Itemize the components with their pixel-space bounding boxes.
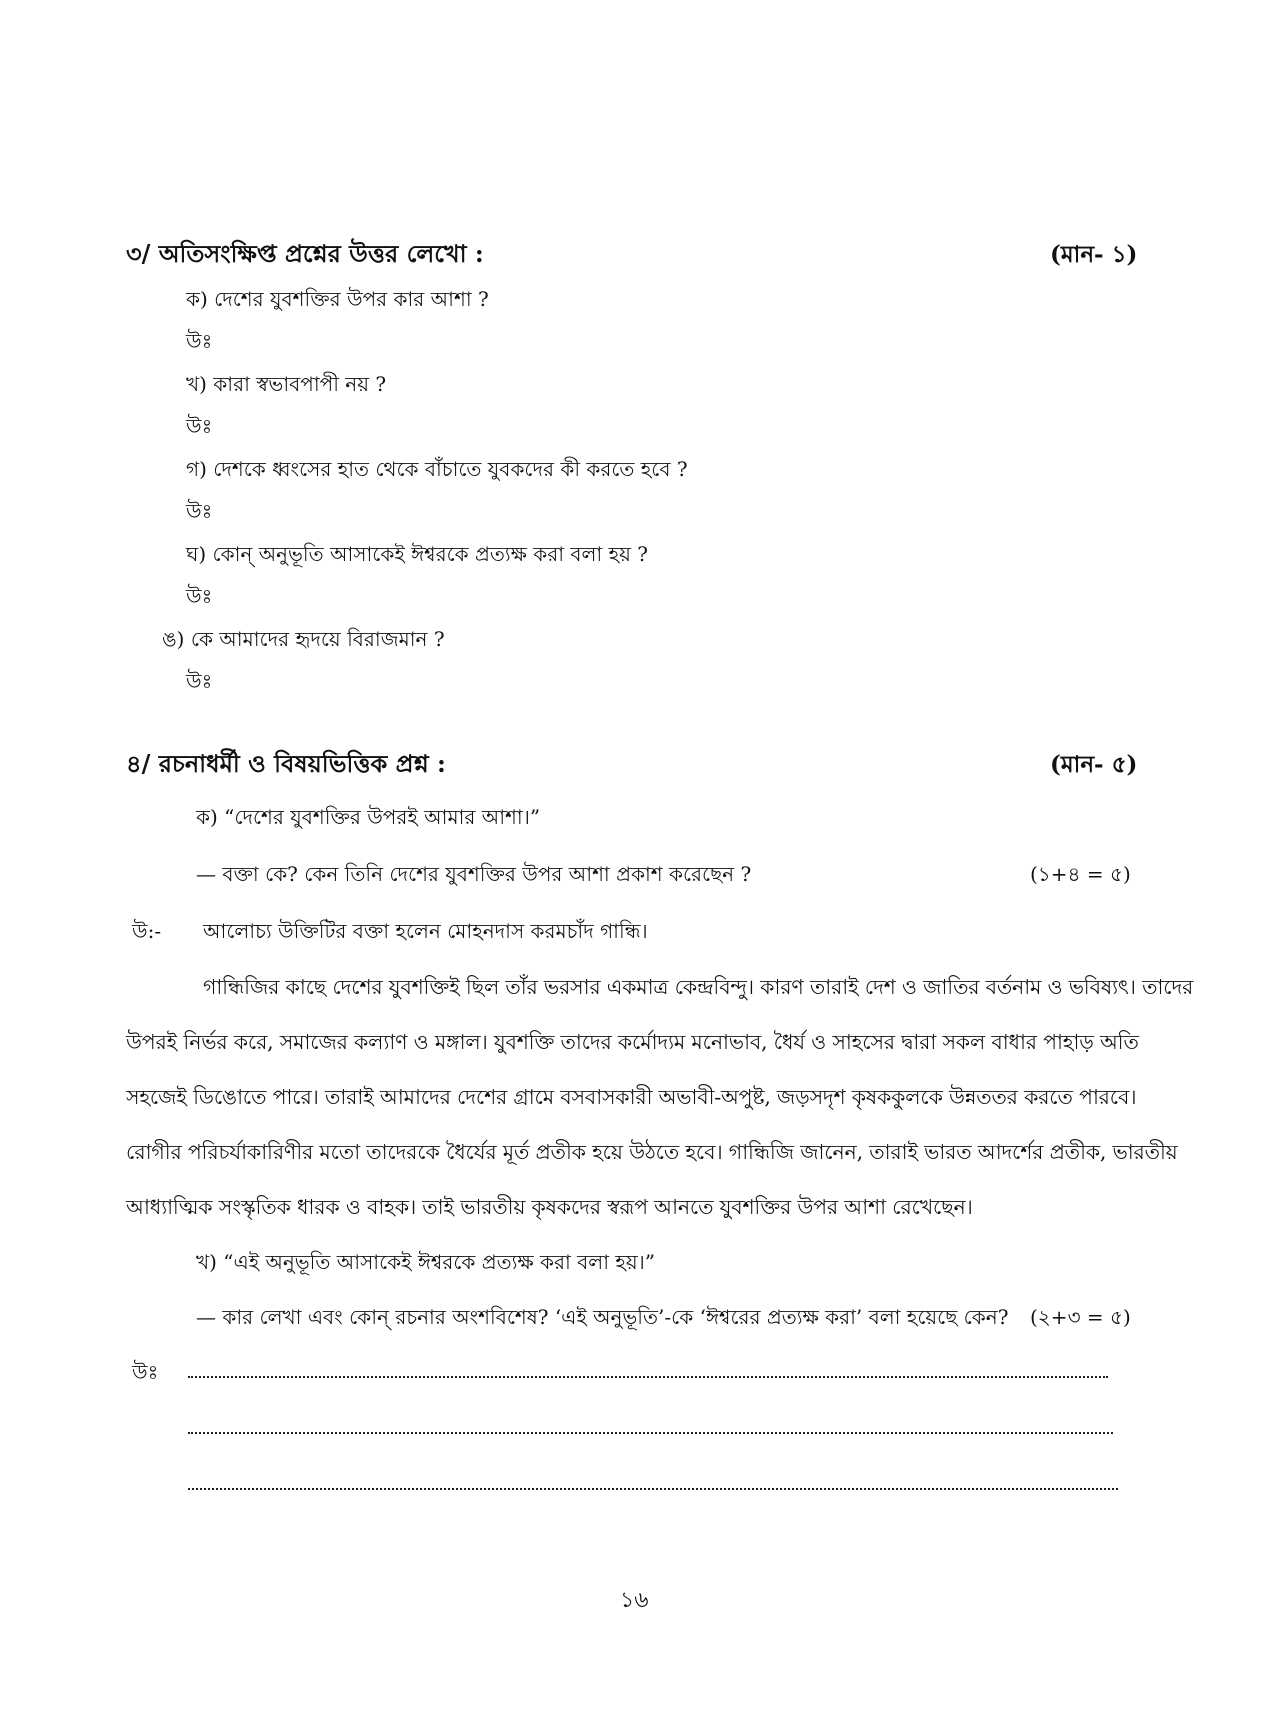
section-4-marks: (মান- ৫) <box>1050 751 1138 778</box>
question-4-ka-sub: — বক্তা কে? কেন তিনি দেশের যুবশক্তির উপর আশা প্রকাশ করেছেন ? <box>196 862 752 886</box>
answer-label-4-ka: উ:- <box>132 919 162 943</box>
question-4-kha-quote: খ) “এই অনুভূতি আসাকেই ঈশ্বরকে প্রত্যক্ষ করা বলা হয়।” <box>196 1250 656 1274</box>
answer-paragraph-line: রোগীর পরিচর্যাকারিণীর মতো তাদেরকে ধৈর্যের মূর্ত প্রতীক হয়ে উঠতে হবে। গান্ধিজি জানেন, তারাই ভারত আদর্শের প্রতীক, ভারতীয় <box>126 1140 1178 1164</box>
answer-paragraph-line: আধ্যাত্মিক সংস্কৃতিক ধারক ও বাহক। তাই ভারতীয় কৃষকদের স্বরূপ আনতে যুবশক্তির উপর আশা রেখেছেন। <box>126 1195 973 1219</box>
answer-label-ga: উঃ <box>186 499 213 523</box>
question-gha: ঘ) কোন্ অনুভূতি আসাকেই ঈশ্বরকে প্রত্যক্ষ করা বলা হয় ? <box>186 542 648 566</box>
answer-label-4-kha: উঃ <box>132 1360 159 1384</box>
question-4-ka-quote: ক) “দেশের যুবশক্তির উপরই আমার আশা।” <box>196 805 541 829</box>
question-4-ka-marks: (১+৪ = ৫) <box>1030 862 1131 886</box>
answer-paragraph-line: গান্ধিজির কাছে দেশের যুবশক্তিই ছিল তাঁর ভরসার একমাত্র কেন্দ্রবিন্দু। কারণ তারাই দেশ ও জাতির বর্তনাম ও ভবিষ্যৎ। তাদের <box>203 975 1194 999</box>
question-ka: ক) দেশের যুবশক্তির উপর কার আশা ? <box>186 287 489 311</box>
question-4-kha-sub: — কার লেখা এবং কোন্ রচনার অংশবিশেষ? ‘এই অনুভূতি’-কে ‘ঈশ্বরের প্রত্যক্ষ করা’ বলা হয়েছে কেন? <box>196 1305 1009 1329</box>
question-uma: ঙ) কে আমাদের হৃদয়ে বিরাজমান ? <box>162 627 445 651</box>
answer-line <box>188 1376 1108 1378</box>
answer-label-ka: উঃ <box>186 329 213 353</box>
answer-label-kha: উঃ <box>186 414 213 438</box>
answer-label-uma: উঃ <box>186 669 213 693</box>
answer-paragraph-line: উপরই নির্ভর করে, সমাজের কল্যাণ ও মঙ্গাল। যুবশক্তি তাদের কর্মোদ্যম মনোভাব, ধৈর্য ও সাহসের দ্বারা সকল বাধার পাহাড় অতি <box>126 1030 1139 1054</box>
section-3-heading: ৩/ অতিসংক্ষিপ্ত প্রশ্নের উত্তর লেখো : <box>126 239 484 268</box>
page-number: ১৬ <box>620 1588 649 1613</box>
question-ga: গ) দেশকে ধ্বংসের হাত থেকে বাঁচাতে যুবকদের কী করতে হবে ? <box>186 457 688 481</box>
answer-line <box>188 1488 1118 1490</box>
answer-label-gha: উঃ <box>186 584 213 608</box>
answer-line <box>188 1432 1113 1434</box>
section-3-marks: (মান- ১) <box>1050 241 1138 268</box>
answer-first-line: আলোচ্য উক্তিটির বক্তা হলেন মোহনদাস করমচাঁদ গান্ধি। <box>203 919 648 943</box>
section-4-heading: ৪/ রচনাধর্মী ও বিষয়ভিত্তিক প্রশ্ন : <box>126 749 446 778</box>
answer-paragraph-line: সহজেই ডিঙোতে পারে। তারাই আমাদের দেশের গ্রামে বসবাসকারী অভাবী-অপুষ্ট, জড়সদৃশ কৃষককুলকে উন্নততর করতে পারবে। <box>126 1085 1137 1109</box>
question-4-kha-marks: (২+৩ = ৫) <box>1030 1305 1131 1329</box>
question-kha: খ) কারা স্বভাবপাপী নয় ? <box>186 372 387 396</box>
